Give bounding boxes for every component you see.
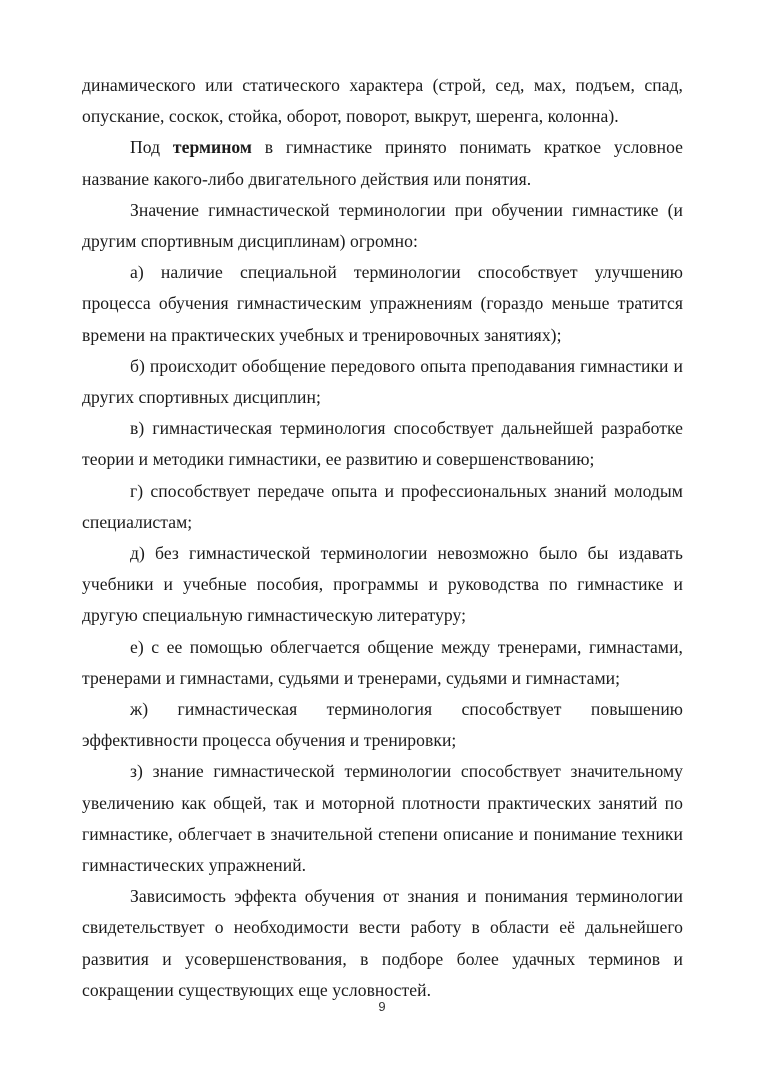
paragraph-conclusion: Зависимость эффекта обучения от знания и понимания терминологии свидетельствует о необходимости вести работу в области её дальнейшего развития и усовершенствования, в подборе более удачных терминов и сокращении существующих еще условностей. [82, 886, 683, 1000]
list-item-b: б) происходит обобщение передового опыта преподавания гимнастики и других спортивных дисциплин; [82, 355, 683, 408]
list-item-z: з) знание гимнастической терминологии способствует значительному увеличению как общей, так и моторной плотности практических занятий по гимнастике, облегчает в значительной степени описание и понимание техники гимнастических упражнений. [82, 761, 683, 876]
list-item-d: д) без гимнастической терминологии невозможно было бы издавать учебники и учебные пособия, программы и руководства по гимнастике и другую специальную гимнастическую литературу; [82, 543, 683, 626]
term-bold-word: термином [172, 137, 252, 158]
list-item-v: в) гимнастическая терминология способствует дальнейшей разработке теории и методики гимнастики, ее развитию и совершенствованию; [82, 418, 683, 470]
document-page [82, 70, 683, 1006]
list-item-a: а) наличие специальной терминологии способствует улучшению процесса обучения гимнастическим упражнениям (гораздо меньше тратится времени на практических учебных и тренировочных занятиях); [82, 262, 683, 345]
list-item-zh: ж) гимнастическая терминология способствует повышению эффективности процесса обучения и тренировки; [82, 699, 683, 751]
term-definition-rest: в гимнастике принято понимать краткое условное название какого-либо двигательного действия или понятия. [82, 137, 683, 189]
list-item-g: г) способствует передаче опыта и профессиональных знаний молодым специалистам; [82, 480, 683, 532]
paragraph-continuation: динамического или статического характера (строй, сед, мах, подъем, спад, опускание, соскок, стойка, оборот, поворот, выкрут, шеренга, колонна). [82, 75, 683, 127]
paragraph-importance-intro: Значение гимнастической терминологии при обучении гимнастике (и другим спортивным дисциплинам) огромно: [82, 199, 683, 252]
page-number: 9 [378, 999, 386, 1014]
term-definition-lead: Под [130, 137, 173, 158]
paragraph-term-definition [82, 132, 683, 194]
list-item-e: е) с ее помощью облегчается общение между тренерами, гимнастами, тренерами и гимнастами, судьями и тренерами, судьями и гимнастами; [82, 636, 683, 688]
